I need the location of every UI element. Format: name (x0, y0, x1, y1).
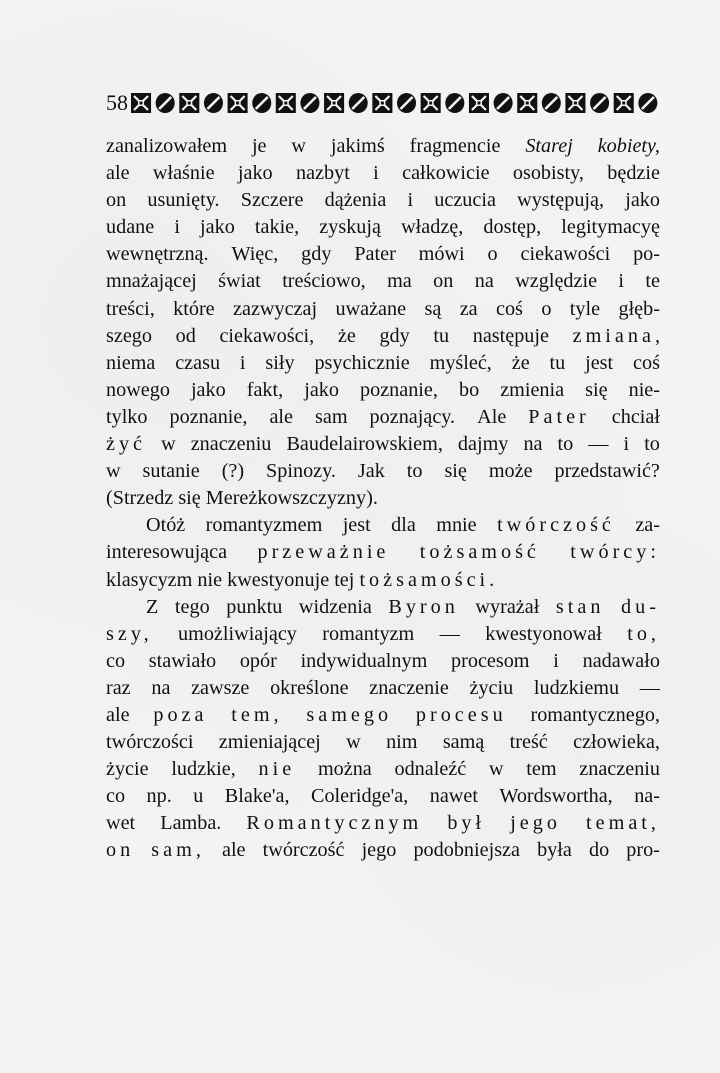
word: on (433, 270, 454, 293)
word: takie, (254, 216, 300, 239)
word: zanalizowałem (106, 135, 228, 157)
word: Byron (388, 595, 459, 618)
word: Szczere (240, 189, 304, 212)
word: następuje (472, 324, 549, 347)
word: gdy (301, 243, 332, 266)
word: kobiety, (597, 135, 660, 157)
word: żyć (106, 433, 147, 456)
word: o (541, 297, 552, 320)
word: osobisty, (512, 162, 584, 185)
word: tej (334, 568, 355, 591)
word: jako (237, 162, 273, 185)
text-line (106, 702, 660, 729)
word: umożliwiający (178, 622, 297, 645)
word: poza (153, 703, 208, 726)
word: Więc, (231, 243, 279, 266)
word: sam, (151, 839, 205, 862)
word: ale (106, 162, 130, 185)
word: i (407, 189, 414, 212)
word: że (511, 351, 530, 374)
word: treści, (106, 297, 155, 320)
word: uczucia (434, 189, 496, 212)
word: szy, (106, 622, 153, 645)
word: Baudelairowskiem, (286, 433, 443, 456)
word: to, (627, 622, 660, 645)
word: czasu (175, 351, 221, 374)
word: mówi (418, 243, 465, 266)
word: Pater (354, 243, 396, 266)
text-line (106, 323, 660, 350)
text-line (106, 594, 660, 621)
word: treść (509, 731, 548, 754)
word: nowego (106, 378, 170, 401)
text-line (106, 567, 660, 594)
word: Starej (525, 135, 573, 157)
word: romantyzm (322, 622, 415, 645)
text-line (106, 648, 660, 675)
word: za (459, 297, 478, 320)
word: wyrażał (475, 595, 540, 618)
text-line (106, 431, 660, 458)
text-line (106, 485, 660, 512)
word: są (424, 297, 442, 320)
word: twórczości (106, 731, 194, 754)
word: jako (625, 189, 660, 212)
word: usunięty. (147, 189, 220, 212)
word: poznający. (369, 405, 456, 428)
word: — (439, 622, 460, 645)
word: zawsze (191, 676, 250, 699)
word: sam (315, 405, 348, 428)
text-line (106, 160, 660, 187)
word: Z (146, 595, 159, 618)
word: Lamba. (160, 812, 222, 835)
word: twórczość (262, 839, 345, 862)
word: ale (221, 839, 246, 862)
text-line (106, 296, 660, 323)
word: (Strzedz (106, 487, 174, 510)
text-line (106, 458, 660, 485)
word: to (406, 460, 423, 483)
word: jako (200, 216, 235, 239)
word: jakimś (330, 135, 385, 157)
text-line (106, 810, 660, 837)
word: podobniejsza (413, 839, 520, 862)
word: była (537, 839, 572, 862)
word: człowieka, (573, 731, 660, 754)
word: odnaleźć (394, 758, 467, 781)
ornament-border (130, 92, 661, 114)
word: chciał (611, 405, 660, 428)
word: nawet (429, 785, 478, 808)
word: kwestyonował (485, 622, 602, 645)
word: głęb- (618, 297, 660, 320)
word: nie (197, 568, 223, 591)
word: mnażającej (106, 270, 197, 293)
word: twórcy: (570, 541, 660, 564)
word: życiu (469, 676, 514, 699)
word: — (588, 433, 609, 456)
word: widzenia (298, 595, 372, 618)
word: kwestyonuje (227, 568, 330, 591)
word: Pater (528, 405, 590, 428)
word: tożsamość (419, 541, 540, 564)
word: występują, (517, 189, 605, 212)
word: wewnętrzną. (106, 243, 209, 266)
text-line (106, 350, 660, 377)
text-line (106, 133, 660, 160)
word: procesom (451, 649, 530, 672)
word: poznanie, (169, 405, 248, 428)
word: świat (218, 270, 261, 293)
word: przedstawić? (554, 460, 660, 483)
word: pro- (626, 839, 660, 862)
word: się (444, 460, 467, 483)
word: nim (386, 731, 418, 754)
word: klasycyzm (106, 568, 193, 591)
word: na (151, 676, 171, 699)
word: dostęp, (483, 216, 542, 239)
word: jego (361, 839, 397, 862)
word: Romantycznym (246, 812, 423, 835)
word: tego (174, 595, 210, 618)
text-line (106, 729, 660, 756)
word: raz (106, 676, 131, 699)
word: tem (526, 758, 557, 781)
word: Wordswortha, (499, 785, 613, 808)
word: nazbyt (296, 162, 350, 185)
word: nie (258, 758, 296, 781)
word: np. (146, 785, 172, 808)
word: przeważnie (257, 541, 390, 564)
word: coś (496, 297, 523, 320)
text-line (106, 756, 660, 783)
word: znaczenie (369, 676, 449, 699)
word: w (106, 460, 121, 483)
word: Spinozy. (266, 460, 336, 483)
word: się (585, 378, 608, 401)
word: to (557, 433, 574, 456)
word: bo (458, 378, 480, 401)
word: nie- (628, 378, 660, 401)
word: ale (106, 703, 130, 726)
word: szego (106, 324, 152, 347)
word: ma (387, 270, 412, 293)
word: tylko (106, 405, 148, 428)
word: procesu (415, 703, 507, 726)
word: jest (342, 514, 371, 537)
text-line (106, 783, 660, 810)
word: zazwyczaj (233, 297, 318, 320)
word: siły (265, 351, 295, 374)
word: zmieniającej (218, 731, 321, 754)
word: te (645, 270, 660, 293)
word: Ale (477, 405, 507, 428)
word: poznanie, (360, 378, 438, 401)
word: o (487, 243, 498, 266)
word: po- (633, 243, 660, 266)
word: dajmy (457, 433, 509, 456)
word: Blake'a, (224, 785, 290, 808)
word: on (106, 839, 135, 862)
word: punktu (226, 595, 283, 618)
word: można (317, 758, 372, 781)
word: do (588, 839, 610, 862)
word: nadawało (582, 649, 660, 672)
word: myśleć, (429, 351, 492, 374)
word: stan (555, 595, 605, 618)
word: określone (270, 676, 349, 699)
word: wet (106, 812, 136, 835)
word: treściowo, (282, 270, 366, 293)
word: i (239, 351, 246, 374)
body-text (106, 133, 660, 865)
word: jest (585, 351, 614, 374)
word: zmienia (500, 378, 565, 401)
page-number: 58 (106, 90, 128, 115)
word: względzie (515, 270, 598, 293)
word: Coleridge'a, (311, 785, 409, 808)
word: właśnie (152, 162, 215, 185)
word: tu (549, 351, 566, 374)
word: co (106, 649, 126, 672)
word: na- (634, 785, 660, 808)
text-line (106, 377, 660, 404)
word: tu (433, 324, 450, 347)
text-line (106, 268, 660, 295)
word: może (488, 460, 533, 483)
word: jego (510, 812, 561, 835)
word: i (553, 649, 559, 672)
text-line (106, 675, 660, 702)
word: od (175, 324, 196, 347)
word: legitymacyę (561, 216, 660, 239)
word: udane (106, 216, 155, 239)
word: dla (391, 514, 416, 537)
word: i (618, 270, 625, 293)
word: tożsamości. (359, 568, 499, 591)
word: mnie (436, 514, 477, 537)
word: całkowicie (402, 162, 490, 185)
word: ludzkie, (171, 758, 236, 781)
word: tem, (231, 703, 283, 726)
word: władzę, (401, 216, 464, 239)
word: tyle (569, 297, 601, 320)
word: w (488, 758, 504, 781)
word: że (337, 324, 356, 347)
word: i (174, 216, 180, 239)
word: samą (442, 731, 485, 754)
word: ciekawości (520, 243, 611, 266)
word: ciekawości, (219, 324, 315, 347)
word: ale (269, 405, 293, 428)
word: gdy (379, 324, 410, 347)
word: ludzkiemu (533, 676, 620, 699)
word: był (447, 812, 486, 835)
word: w (346, 731, 361, 754)
word: na (523, 433, 543, 456)
word: życie (106, 758, 149, 781)
word: on (106, 189, 127, 212)
word: coś (633, 351, 660, 374)
word: (?) (221, 460, 245, 483)
word: fakt, (246, 378, 284, 401)
word: i (373, 162, 379, 185)
word: to (644, 433, 660, 456)
word: w (291, 135, 307, 157)
word: zyskują (319, 216, 381, 239)
word: u (193, 785, 204, 808)
word: które (173, 297, 215, 320)
word: w (161, 433, 176, 456)
text-line (106, 404, 660, 431)
text-line (106, 214, 660, 241)
word: indywidualnym (300, 649, 428, 672)
word: sutanie (142, 460, 200, 483)
word: — (639, 676, 660, 699)
word: je (251, 135, 267, 157)
word: twórczość (497, 514, 615, 537)
word: i (623, 433, 630, 456)
word: na (474, 270, 494, 293)
word: temat, (586, 812, 660, 835)
word: znaczeniu (190, 433, 272, 456)
word: będzie (607, 162, 660, 185)
word: Otóż (146, 514, 186, 537)
word: za- (635, 514, 660, 537)
text-line (106, 539, 660, 566)
word: fragmencie (409, 135, 501, 157)
text-line (106, 837, 660, 864)
word: co (106, 785, 126, 808)
word: romantycznego, (530, 703, 660, 726)
word: opór (239, 649, 277, 672)
page-header (106, 80, 661, 114)
word: jako (304, 378, 339, 401)
word: du- (621, 595, 660, 618)
text-line (106, 241, 660, 268)
word: samego (306, 703, 393, 726)
word: dążenia (324, 189, 387, 212)
word: psychicznie (314, 351, 410, 374)
word: Jak (357, 460, 385, 483)
word: uważane (335, 297, 407, 320)
word: romantyzmem (205, 514, 323, 537)
word: interesowująca (106, 541, 228, 564)
text-line (106, 187, 660, 214)
text-line (106, 621, 660, 648)
word: Mereżkowszczyzny). (205, 487, 378, 510)
word: znaczeniu (579, 758, 660, 781)
text-line (106, 512, 660, 539)
word: niema (106, 351, 156, 374)
word: jako (190, 378, 226, 401)
word: stawiało (148, 649, 217, 672)
word: zmiana, (572, 324, 660, 347)
word: się (178, 487, 201, 510)
